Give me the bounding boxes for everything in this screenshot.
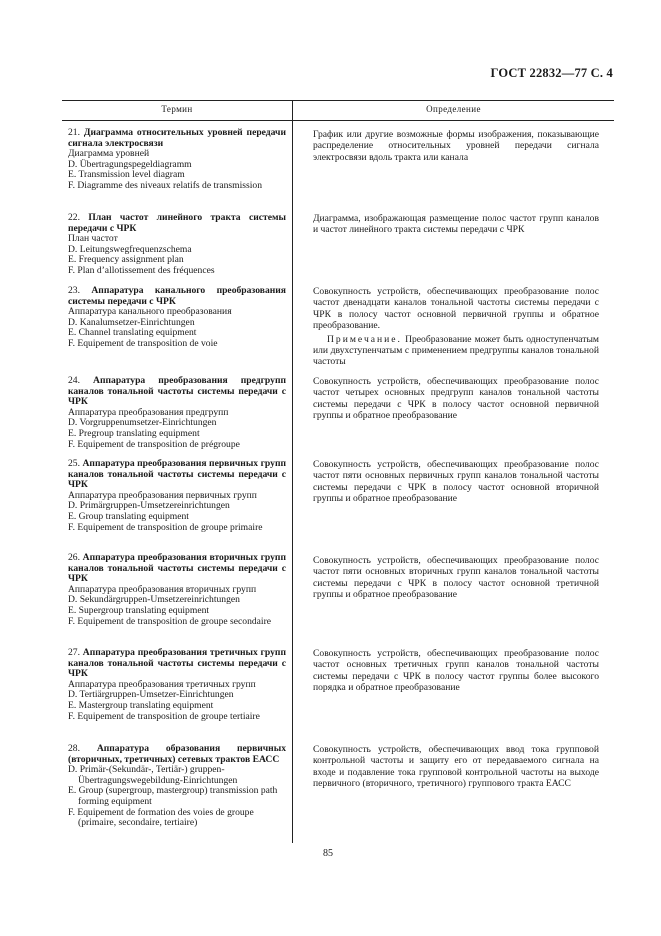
term-line: F. Diagramme des niveaux relatifs de transmission bbox=[68, 179, 262, 191]
term-line: D. Vorgruppenumsetzer-Einrichtungen bbox=[68, 417, 217, 429]
page-number: 85 bbox=[323, 848, 333, 859]
term-line: E. Group translating equipment bbox=[68, 510, 189, 522]
note: Примечание. Преобразование может быть одноступенчатым или двухступенчатым с применением предгруппы каналов тональной частоты bbox=[313, 333, 599, 368]
definition-24: Совокупность устройств, обеспечивающих преобразование полос частот четырех основных предгрупп каналов тональной частоты системы передачи с ЧРК в полосу частот основной первичной группы и обратное преобразование bbox=[313, 376, 599, 422]
term-entry-27: 27. Аппаратура преобразования третичных групп каналов тональной частоты системы передачи с ЧРК Аппаратура преобразования третичных групп D. Tertiärgruppen-Umsetzer-Einrichtungen E. Mastergroup translating equipment F. Equipement de transposition de groupe tertiaire bbox=[68, 647, 286, 722]
term-line: E. Frequency assignment plan bbox=[68, 254, 184, 266]
term-line: D. Sekundärgruppen-Umsetzereinrichtungen bbox=[68, 594, 240, 606]
term-title: Диаграмма относительных уровней передачи сигнала электросвязи bbox=[68, 127, 286, 149]
table-header-rule bbox=[62, 120, 614, 121]
term-entry-26: 26. Аппаратура преобразования вторичных групп каналов тональной частоты системы передачи с ЧРК Аппаратура преобразования вторичных групп D. Sekundärgruppen-Umsetzereinrichtungen E. Supergroup translating equipment F. Equipement de transposition de groupe secondaire bbox=[68, 552, 286, 627]
definition-22: Диаграмма, изображающая размещение полос частот групп каналов и частот линейного тракта системы передачи с ЧРК bbox=[313, 213, 599, 236]
definition-21: График или другие возможные формы изображения, показывающие распределение относительных уровней передачи сигнала электросвязи вдоль тракта или канала bbox=[313, 129, 599, 163]
definition-23: Совокупность устройств, обеспечивающих преобразование полос частот двенадцати каналов тональной частоты системы передачи с ЧРК в полосу частот основной первичной группы и обратное преобразование. Примечание. Преобразование может быть одноступенчатым или двухступенчатым с применением предгруппы каналов тональной частоты bbox=[313, 286, 599, 368]
term-title: Аппаратура преобразования первичных групп каналов тональной частоты системы передачи с ЧРК bbox=[68, 458, 286, 491]
term-line: F. Equipement de transposition de prégroupe bbox=[68, 438, 240, 450]
term-entry-22: 22. План частот линейного тракта системы передачи с ЧРК План частот D. Leitungswegfrequenzschema E. Frequency assignment plan F. Plan d’allotissement des fréquences bbox=[68, 212, 286, 276]
term-title: Аппаратура преобразования третичных групп каналов тональной частоты системы передачи с ЧРК bbox=[68, 647, 286, 680]
term-title: План частот линейного тракта системы передачи с ЧРК bbox=[68, 212, 286, 234]
term-line: Диаграмма уровней bbox=[68, 148, 150, 160]
note-label: Примечание. bbox=[327, 333, 402, 345]
term-line: F. Equipement de transposition de groupe primaire bbox=[68, 521, 263, 533]
term-line: E. Transmission level diagram bbox=[68, 169, 185, 181]
term-line: F. Equipement de transposition de groupe secondaire bbox=[68, 615, 272, 627]
term-entry-24: 24. Аппаратура преобразования предгрупп каналов тональной частоты системы передачи с ЧРК Аппаратура преобразования предгрупп D. Vorgruppenumsetzer-Einrichtungen E. Pregroup translating equipment F. Equipement de transposition de prégroupe bbox=[68, 375, 286, 450]
term-entry-28: 28. Аппаратура образования первичных (вторичных, третичных) сетевых трактов ЕАСС D. Primär-(Sekundär-, Tertiär-) gruppen-Übertragungswegebildung-Einrichtungen E. Group (supergroup, mastergroup) transmission path forming equipment F. Equipement de formation des voies de groupe (primaire, secondaire, tertiaire) bbox=[68, 743, 287, 829]
definition-25: Совокупность устройств, обеспечивающих преобразование полос частот пяти основных первичных групп каналов тональной частоты системы передачи с ЧРК в полосу частот основной вторичной группы и обратное преобразование bbox=[313, 459, 599, 505]
term-line: E. Supergroup translating equipment bbox=[68, 604, 210, 616]
term-line: F. Equipement de formation des voies de groupe (primaire, secondaire, tertiaire) bbox=[68, 806, 254, 829]
column-header-definition: Определение bbox=[426, 104, 481, 114]
term-line: Аппаратура преобразования третичных групп bbox=[68, 678, 256, 690]
term-line: D. Leitungswegfrequenzschema bbox=[68, 243, 192, 255]
term-line: E. Mastergroup translating equipment bbox=[68, 699, 214, 711]
term-title: Аппаратура образования первичных (вторичных, третичных) сетевых трактов ЕАСС bbox=[68, 743, 287, 765]
term-entry-23: 23. Аппаратура канального преобразования системы передачи с ЧРК Аппаратура канального преобразования D. Kanalumsetzer-Einrichtungen E. Channel translating equipment F. Equipement de transposition de voie bbox=[68, 285, 286, 349]
term-line: Аппаратура преобразования вторичных групп bbox=[68, 583, 257, 595]
term-line: План частот bbox=[68, 233, 118, 245]
term-line: Аппаратура канального преобразования bbox=[68, 306, 232, 318]
column-divider bbox=[292, 100, 293, 843]
term-line: D. Primär-(Sekundär-, Tertiär-) gruppen-Übertragungswegebildung-Einrichtungen bbox=[68, 764, 238, 786]
term-line: F. Equipement de transposition de groupe tertiaire bbox=[68, 710, 260, 722]
definition-28: Совокупность устройств, обеспечивающих ввод тока групповой контрольной частоты и защиту его от передаваемого сигнала на входе и подавление тока групповой контрольной частоты на выходе первичного (вторичного, третичного) группового тракта ЕАСС bbox=[313, 744, 599, 790]
term-title: Аппаратура преобразования вторичных групп каналов тональной частоты системы передачи с ЧРК bbox=[68, 552, 286, 585]
definition-27: Совокупность устройств, обеспечивающих преобразование полос частот основных третичных групп каналов тональной частоты системы передачи с ЧРК в полосу частот группы более высокого порядка и обратное преобразование bbox=[313, 648, 599, 694]
term-line: Аппаратура преобразования первичных групп bbox=[68, 489, 257, 501]
term-entry-25: 25. Аппаратура преобразования первичных групп каналов тональной частоты системы передачи с ЧРК Аппаратура преобразования первичных групп D. Primärgruppen-Umsetzereinrichtungen E. Group translating equipment F. Equipement de transposition de groupe primaire bbox=[68, 458, 286, 533]
term-line: E. Channel translating equipment bbox=[68, 327, 197, 339]
table-top-rule bbox=[62, 100, 614, 101]
term-line: D. Primärgruppen-Umsetzereinrichtungen bbox=[68, 500, 230, 512]
term-line: F. Plan d’allotissement des fréquences bbox=[68, 264, 215, 276]
term-title: Аппаратура преобразования предгрупп каналов тональной частоты системы передачи с ЧРК bbox=[68, 375, 286, 408]
definition-26: Совокупность устройств, обеспечивающих преобразование полос частот пяти основных вторичных групп каналов тональной частоты системы передачи с ЧРК в полосу частот основной третичной группы и обратное преобразование bbox=[313, 555, 599, 601]
term-line: F. Equipement de transposition de voie bbox=[68, 337, 218, 349]
term-line: Аппаратура преобразования предгрупп bbox=[68, 406, 229, 418]
term-entry-21: 21. Диаграмма относительных уровней передачи сигнала электросвязи Диаграмма уровней D. Übertragungspegeldiagramm E. Transmission level diagram F. Diagramme des niveaux relatifs de transmission bbox=[68, 127, 286, 191]
document-header: ГОСТ 22832—77 С. 4 bbox=[490, 66, 613, 80]
term-line: D. Tertiärgruppen-Umsetzer-Einrichtungen bbox=[68, 689, 234, 701]
term-line: D. Kanalumsetzer-Einrichtungen bbox=[68, 316, 195, 328]
column-header-term: Термин bbox=[161, 104, 193, 114]
term-line: E. Group (supergroup, mastergroup) transmission path forming equipment bbox=[68, 785, 278, 807]
term-title: Аппаратура канального преобразования системы передачи с ЧРК bbox=[68, 285, 286, 307]
term-line: D. Übertragungspegeldiagramm bbox=[68, 158, 192, 170]
term-line: E. Pregroup translating equipment bbox=[68, 427, 200, 439]
